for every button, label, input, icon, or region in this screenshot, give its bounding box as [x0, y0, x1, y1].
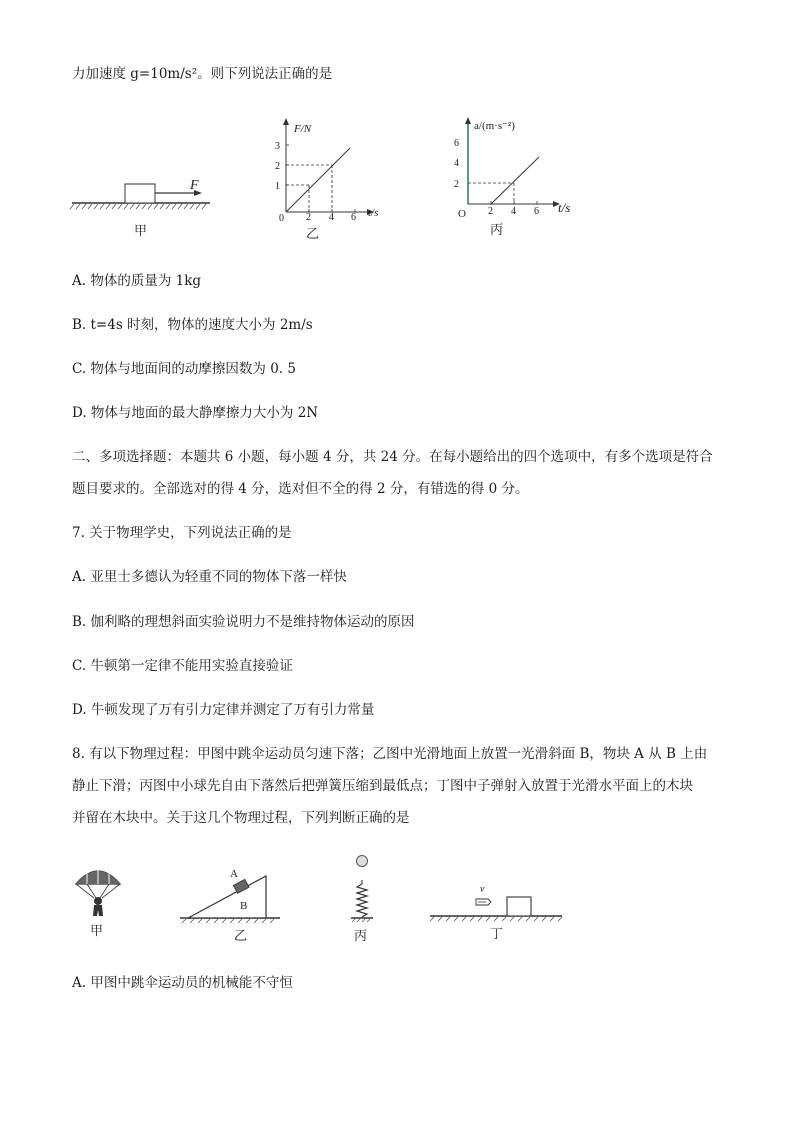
q6-option-c: C. 物体与地面间的动摩擦因数为 0. 5 [72, 361, 296, 377]
x-tick-label: 6 [351, 212, 356, 223]
y-tick-label: 6 [454, 138, 459, 149]
y-tick-label: 2 [275, 161, 280, 172]
q7-option-a: A. 亚里士多德认为轻重不同的物体下落一样快 [72, 569, 347, 585]
q8-figure-yi [180, 862, 290, 942]
figure-caption: 乙 [306, 226, 320, 241]
acceleration-line [491, 157, 539, 204]
q8-figure-bing [345, 852, 385, 944]
x-tick-label: 6 [534, 206, 539, 217]
x-tick-label: 4 [329, 212, 334, 223]
q8-figure-ding [428, 872, 568, 942]
q6-option-a: A. 物体的质量为 1kg [72, 273, 202, 289]
figure-caption: 甲 [134, 223, 148, 238]
y-tick-label: 1 [275, 181, 280, 192]
q7-option-c: C. 牛顿第一定律不能用实验直接验证 [72, 658, 293, 674]
x-tick-label: 2 [306, 212, 311, 223]
q6-figure-yi [270, 112, 400, 242]
block-b-label: B [240, 900, 248, 912]
ball-icon [357, 856, 368, 867]
x-axis-label: t/s [368, 207, 379, 219]
block-a-label: A [230, 868, 238, 880]
x-axis-label: t/s [558, 200, 571, 215]
q8-figure-jia [72, 862, 132, 942]
velocity-label: v [480, 884, 485, 895]
wood-block [507, 897, 531, 916]
spring-icon [357, 884, 367, 917]
origin-label: 0 [279, 213, 284, 224]
q8-stem: 并留在木块中。关于这几个物理过程，下列判断正确的是 [72, 810, 410, 826]
figure-caption: 甲 [90, 923, 104, 938]
q6-option-b: B. t=4s 时刻，物体的速度大小为 2m/s [72, 317, 313, 333]
q8-option-a: A. 甲图中跳伞运动员的机械能不守恒 [72, 975, 293, 991]
section-heading: 二、多项选择题：本题共 6 小题，每小题 4 分，共 24 分。在每小题给出的四个选项中，有多个选项是符合 [72, 449, 713, 465]
x-tick-label: 2 [488, 206, 493, 217]
q7-stem: 7. 关于物理学史，下列说法正确的是 [72, 525, 292, 541]
force-label: F [190, 178, 199, 193]
q6-figure-jia [70, 165, 220, 245]
intro-text: 力加速度 g=10m/s²。则下列说法正确的是 [72, 66, 333, 82]
parachutist-icon [94, 897, 102, 905]
figure-caption: 丙 [354, 928, 368, 943]
q6-figure-bing [448, 112, 588, 242]
y-tick-label: 3 [275, 141, 280, 152]
y-tick-label: 4 [454, 158, 459, 169]
q7-option-b: B. 伽利略的理想斜面实验说明力不是维持物体运动的原因 [72, 614, 415, 630]
q8-stem: 静止下滑；丙图中小球先自由下落然后把弹簧压缩到最低点；丁图中子弹射入放置于光滑水平面上的木块 [72, 778, 693, 794]
section-heading: 题目要求的。全部选对的得 4 分，选对但不全的得 2 分，有错选的得 0 分。 [72, 481, 529, 497]
block [125, 184, 155, 203]
q6-option-d: D. 物体与地面的最大静摩擦力大小为 2N [72, 405, 319, 421]
incline-b [188, 876, 266, 918]
figure-caption: 乙 [234, 928, 248, 943]
force-line [286, 148, 350, 212]
q8-stem: 8. 有以下物理过程：甲图中跳伞运动员匀速下落；乙图中光滑地面上放置一光滑斜面 B，物块 A 从 B 上由 [72, 746, 708, 762]
q7-option-d: D. 牛顿发现了万有引力定律并测定了万有引力常量 [72, 702, 375, 718]
x-tick-label: 4 [511, 206, 516, 217]
figure-caption: 丙 [490, 222, 504, 237]
origin-label: O [458, 208, 466, 220]
y-tick-label: 2 [454, 179, 459, 190]
figure-caption: 丁 [490, 926, 504, 941]
y-axis-label: F/N [294, 123, 312, 135]
y-axis-label: a/(m·s⁻²) [474, 120, 515, 132]
